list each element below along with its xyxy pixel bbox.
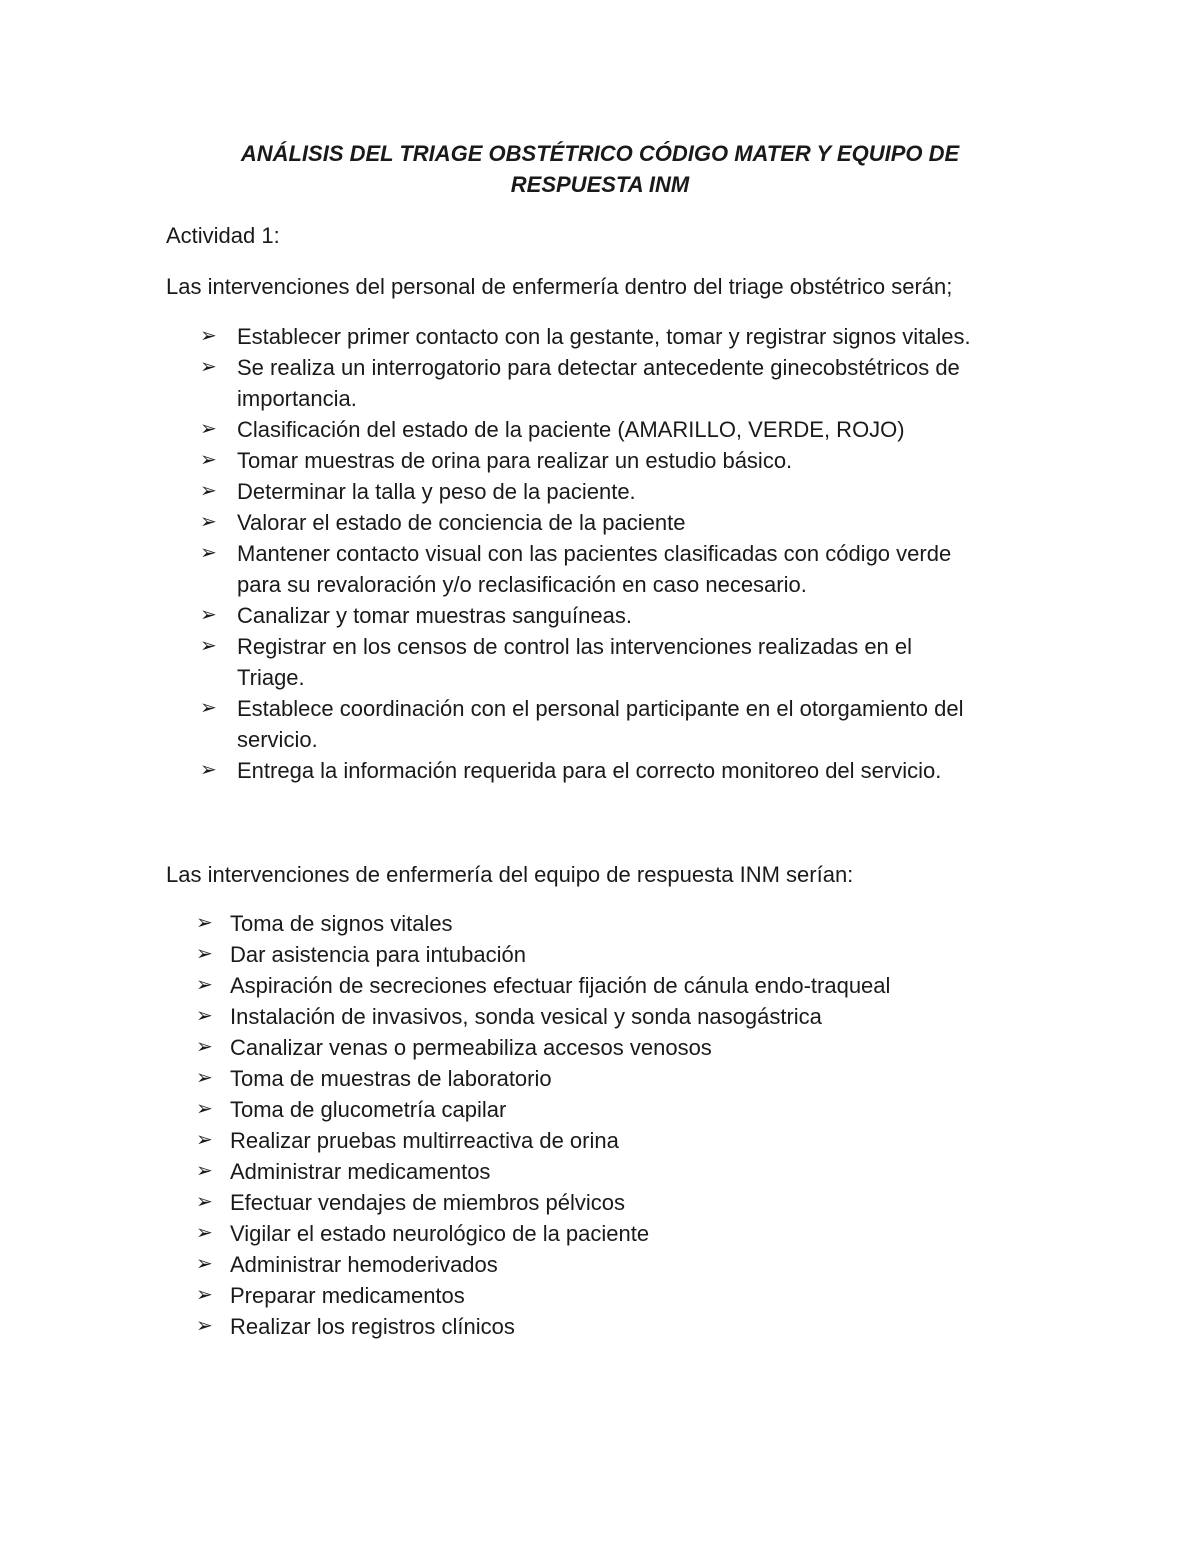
list-item-text: Aspiración de secreciones efectuar fijación de cánula endo-traqueal — [230, 973, 891, 998]
list-item-text: Registrar en los censos de control las intervenciones realizadas en el — [237, 634, 913, 659]
list-item-text: Efectuar vendajes de miembros pélvicos — [230, 1190, 625, 1215]
list-item-text: Determinar la talla y peso de la paciente. — [237, 479, 636, 504]
list-item — [0, 1032, 890, 1063]
list-item-text: Vigilar el estado neurológico de la paciente — [230, 1221, 650, 1246]
list-item — [0, 1187, 890, 1218]
arrowhead-bullet-icon: ➢ — [200, 604, 217, 626]
arrowhead-bullet-icon: ➢ — [196, 974, 213, 996]
list-item — [0, 1249, 890, 1280]
arrowhead-bullet-icon: ➢ — [200, 418, 217, 440]
list-item-text: Canalizar y tomar muestras sanguíneas. — [237, 603, 632, 628]
triage-interventions-list — [0, 321, 971, 786]
list-item — [0, 414, 971, 445]
arrowhead-bullet-icon: ➢ — [196, 1129, 213, 1151]
list-item-text: Clasificación del estado de la paciente (AMARILLO, VERDE, ROJO) — [237, 417, 905, 442]
list-item-text: Toma de muestras de laboratorio — [230, 1066, 552, 1091]
list-item — [0, 445, 971, 476]
inm-interventions-list — [0, 908, 890, 1342]
arrowhead-bullet-icon: ➢ — [200, 542, 217, 564]
list-item-text: Toma de glucometría capilar — [230, 1097, 507, 1122]
list-item-text: Realizar los registros clínicos — [230, 1314, 515, 1339]
list-item-text: Preparar medicamentos — [230, 1283, 465, 1308]
list-item — [0, 1094, 890, 1125]
list-item-text: Realizar pruebas multirreactiva de orina — [230, 1128, 619, 1153]
list-item — [0, 600, 971, 631]
list-item-text: Dar asistencia para intubación — [230, 942, 526, 967]
arrowhead-bullet-icon: ➢ — [196, 1036, 213, 1058]
arrowhead-bullet-icon: ➢ — [196, 1067, 213, 1089]
triage-intro-paragraph: Las intervenciones del personal de enfermería dentro del triage obstétrico serán; — [166, 274, 953, 299]
list-item-text: para su revaloración y/o reclasificación en caso necesario. — [237, 572, 807, 597]
list-item — [0, 693, 971, 755]
arrowhead-bullet-icon: ➢ — [196, 1191, 213, 1213]
arrowhead-bullet-icon: ➢ — [196, 1222, 213, 1244]
list-item — [0, 631, 971, 693]
list-item-text: Administrar medicamentos — [230, 1159, 491, 1184]
list-item — [0, 352, 971, 414]
list-item — [0, 1156, 890, 1187]
list-item — [0, 538, 971, 600]
list-item — [0, 970, 890, 1001]
list-item-text: Valorar el estado de conciencia de la paciente — [237, 510, 686, 535]
list-item-text: Entrega la información requerida para el correcto monitoreo del servicio. — [237, 758, 942, 783]
list-item — [0, 1063, 890, 1094]
arrowhead-bullet-icon: ➢ — [196, 1284, 213, 1306]
arrowhead-bullet-icon: ➢ — [200, 635, 217, 657]
list-item — [0, 908, 890, 939]
list-item — [0, 1125, 890, 1156]
activity-label: Actividad 1: — [166, 223, 280, 248]
arrowhead-bullet-icon: ➢ — [196, 1253, 213, 1275]
list-item-text: Establecer primer contacto con la gestante, tomar y registrar signos vitales. — [237, 324, 971, 349]
list-item — [0, 1280, 890, 1311]
arrowhead-bullet-icon: ➢ — [196, 1160, 213, 1182]
list-item-text: Administrar hemoderivados — [230, 1252, 498, 1277]
arrowhead-bullet-icon: ➢ — [200, 449, 217, 471]
list-item — [0, 321, 971, 352]
document-title-line-1: ANÁLISIS DEL TRIAGE OBSTÉTRICO CÓDIGO MATER Y EQUIPO DE — [240, 141, 960, 166]
list-item-text: Tomar muestras de orina para realizar un estudio básico. — [237, 448, 793, 473]
list-item-text: Instalación de invasivos, sonda vesical y sonda nasogástrica — [230, 1004, 822, 1029]
arrowhead-bullet-icon: ➢ — [200, 356, 217, 378]
arrowhead-bullet-icon: ➢ — [200, 759, 217, 781]
arrowhead-bullet-icon: ➢ — [200, 511, 217, 533]
list-item — [0, 507, 971, 538]
list-item — [0, 1311, 890, 1342]
document-title-line-2: RESPUESTA INM — [510, 172, 690, 197]
list-item-text: Canalizar venas o permeabiliza accesos venosos — [230, 1035, 712, 1060]
arrowhead-bullet-icon: ➢ — [196, 1005, 213, 1027]
arrowhead-bullet-icon: ➢ — [196, 1315, 213, 1337]
arrowhead-bullet-icon: ➢ — [200, 325, 217, 347]
list-item-text: Triage. — [237, 665, 305, 690]
arrowhead-bullet-icon: ➢ — [196, 1098, 213, 1120]
list-item — [0, 1218, 890, 1249]
list-item — [0, 755, 971, 786]
arrowhead-bullet-icon: ➢ — [196, 912, 213, 934]
list-item — [0, 476, 971, 507]
list-item-text: Establece coordinación con el personal participante en el otorgamiento del — [237, 696, 964, 721]
arrowhead-bullet-icon: ➢ — [200, 697, 217, 719]
arrowhead-bullet-icon: ➢ — [200, 480, 217, 502]
list-item-text: servicio. — [237, 727, 318, 752]
list-item — [0, 1001, 890, 1032]
list-item-text: Toma de signos vitales — [230, 911, 453, 936]
inm-intro-paragraph: Las intervenciones de enfermería del equipo de respuesta INM serían: — [166, 862, 854, 887]
list-item — [0, 939, 890, 970]
list-item-text: importancia. — [237, 386, 357, 411]
list-item-text: Mantener contacto visual con las pacientes clasificadas con código verde — [237, 541, 952, 566]
list-item-text: Se realiza un interrogatorio para detectar antecedente ginecobstétricos de — [237, 355, 960, 380]
arrowhead-bullet-icon: ➢ — [196, 943, 213, 965]
